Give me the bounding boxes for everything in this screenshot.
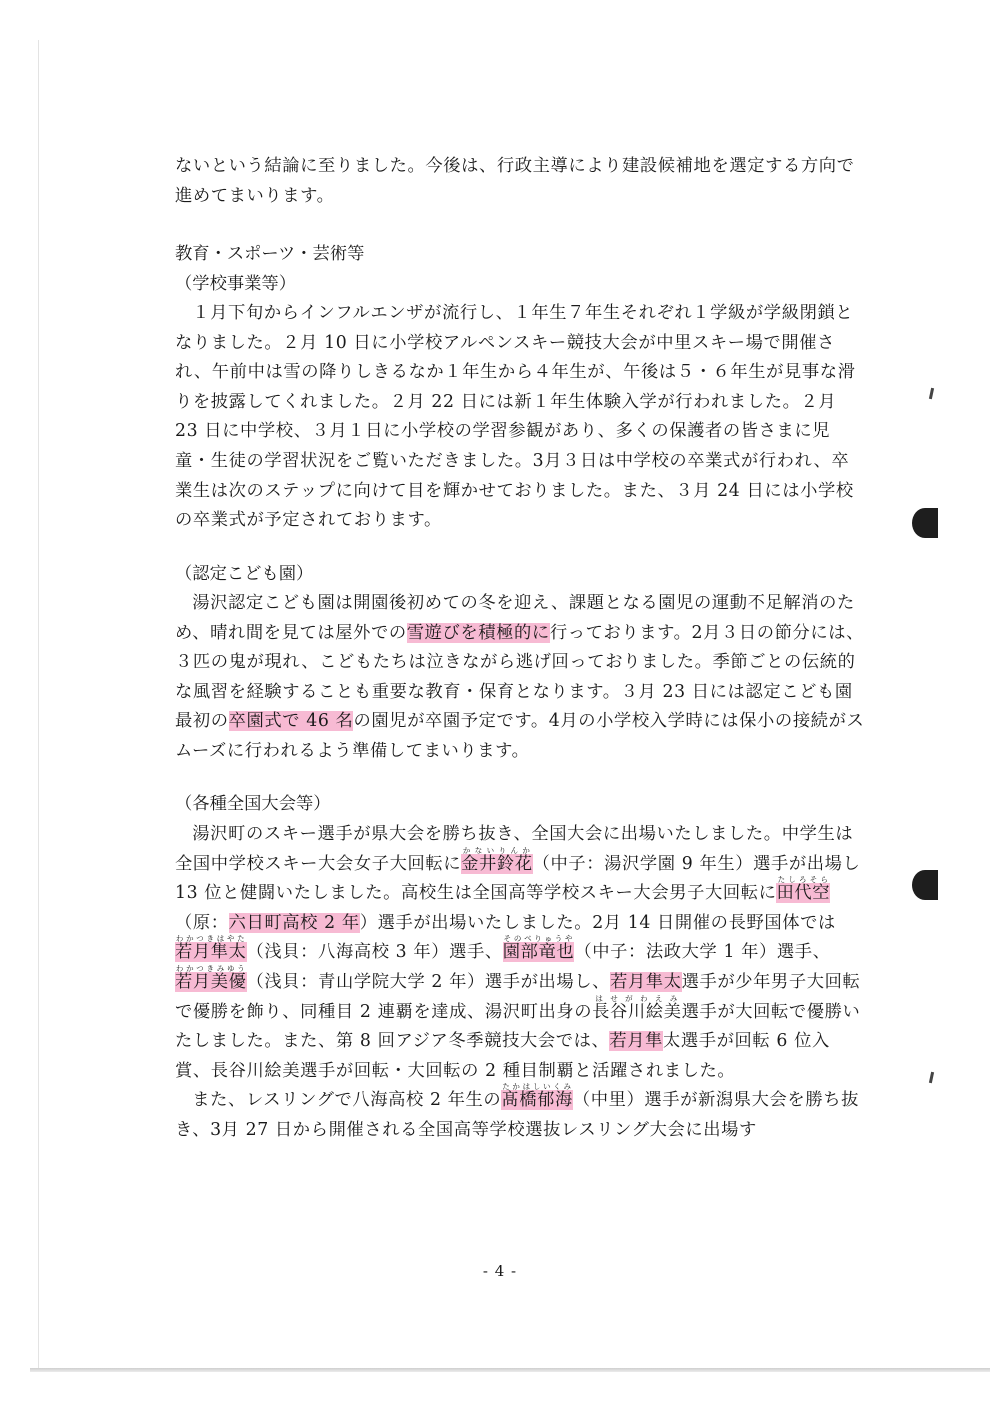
name-ruby: はせがわえみ [592, 993, 682, 1003]
name-text: 長谷川絵美 [592, 1001, 682, 1022]
highlight: 六日町高校 2 年 [228, 912, 360, 933]
text-span: （中子：法政大学 1 年）選手、 [574, 942, 831, 963]
kodomoen-paragraph [175, 589, 865, 767]
text-span: ）選手が出場いたしました。2月 14 日開催の長野国体では [359, 912, 836, 933]
school-paragraph: １月下旬からインフルエンザが流行し、１年生７年生それぞれ１学級が学級閉鎖となりました。２月 10 日に小学校アルペンスキー競技大会が中里スキー場で開催され、午前中は雪の降りしきるなか１年生から４年生が、午後は５・６年生が見事な滑りを披露してくれました。２月 22 日には新１年生体験入学が行われました。２月 23 日に中学校、３月１日に小学校の学習参観があり、多くの保護者の皆さまに児童・生徒の学習状況をご覧いただきました。3月３日は中学校の卒業式が行われ、卒業生は次のステップに向けて目を輝かせておりました。また、３月 24 日には小学校の卒業式が予定されております。 [175, 303, 856, 531]
highlight: 若月隼 [609, 1031, 664, 1052]
taikai-paragraph [175, 820, 865, 1146]
page-number: - 4 - [482, 1262, 518, 1280]
highlight: 雪遊びを積極的に [406, 622, 550, 643]
page-bottom-edge [30, 1368, 990, 1372]
athlete-name [592, 993, 682, 1022]
text-span: （浅貝：青山学院大学 2 年）選手が出場し、 [246, 971, 611, 992]
text-span: 湯沢町のスキー選手が県大会を勝ち抜き、全国大会に出場いたしました。中学生は全国中学校スキー大会女子大回転に [175, 824, 854, 874]
section-heading: 教育・スポーツ・芸術等 [175, 244, 365, 264]
taikai-heading: （各種全国大会等） [175, 794, 331, 814]
text-span: 湯沢認定こども園は開園後初めての冬を迎え、課題となる園児の運動不足解消のため、晴れ間を見ては屋外での [175, 593, 855, 643]
text-span: （中子：湯沢学園 9 年生）選手が出場し 13 位と健闘いたしました。高校生は全国高等学校スキー大会男子大回転に [175, 853, 861, 904]
text-span: 選手が大回転で優勝いたしました。また、第 8 回アジア冬季競技大会では、 [175, 1001, 861, 1052]
athlete-name [501, 1082, 573, 1111]
text-span: 選手が少年男子大回転で優勝を飾り、同種目 2 連覇を達成、湯沢町出身の [175, 971, 861, 1022]
school-heading: （学校事業等） [175, 274, 296, 294]
athlete-name [175, 963, 247, 992]
text-span: の園児が卒園予定です。4月の小学校入学時には保小の接続がスムーズに行われるよう準備してまいります。 [175, 711, 865, 761]
name-text: 園部竜也 [502, 942, 575, 963]
athlete-name [461, 845, 533, 874]
name-ruby: そのべりゅうや [502, 934, 575, 944]
name-text: 若月美優 [175, 971, 247, 992]
name-text: 若月隼太 [175, 942, 247, 963]
text-span: また、レスリングで八海高校 2 年生の [192, 1090, 502, 1111]
text-span: （原： [175, 912, 229, 933]
name-ruby: わかつきみゆう [175, 963, 247, 973]
athlete-name [502, 934, 575, 963]
name-text: 髙橋郁海 [501, 1090, 573, 1111]
athlete-name [776, 875, 831, 904]
punch-hole-bottom [912, 870, 938, 900]
name-text: 金井鈴花 [461, 853, 533, 874]
name-ruby: たかはしいくみ [501, 1082, 573, 1092]
name-ruby: たしろそら [776, 875, 831, 885]
name-ruby: かないりんか [461, 845, 533, 855]
kodomoen-heading: （認定こども園） [175, 564, 314, 584]
highlight: 卒園式で 46 名 [228, 711, 354, 732]
continuation-paragraph: ないという結論に至りました。今後は、行政主導により建設候補地を選定する方向で進めてまいります。 [175, 156, 855, 206]
athlete-name [175, 934, 247, 963]
highlight: 若月隼太 [610, 971, 682, 992]
text-span: （浅貝：八海高校 3 年）選手、 [246, 942, 503, 963]
punch-hole-top [912, 508, 938, 538]
name-text: 田代空 [776, 883, 831, 904]
name-ruby: わかつきはやた [175, 934, 247, 944]
text-span: 行っております。2月３日の節分には、３匹の鬼が現れ、こどもたちは泣きながら逃げ回っておりました。季節ごとの伝統的な風習を経験することも重要な教育・保育となります。３月 23 日には認定こども園最初の [175, 622, 865, 732]
text-span: 太選手が回転 6 位入賞、長谷川絵美選手が回転・大回転の 2 種目制覇と活躍されました。 [175, 1031, 830, 1081]
text-span: （中里）選手が新潟県大会を勝ち抜き、3月 27 日から開催される全国高等学校選抜レスリング大会に出場す [175, 1090, 859, 1140]
